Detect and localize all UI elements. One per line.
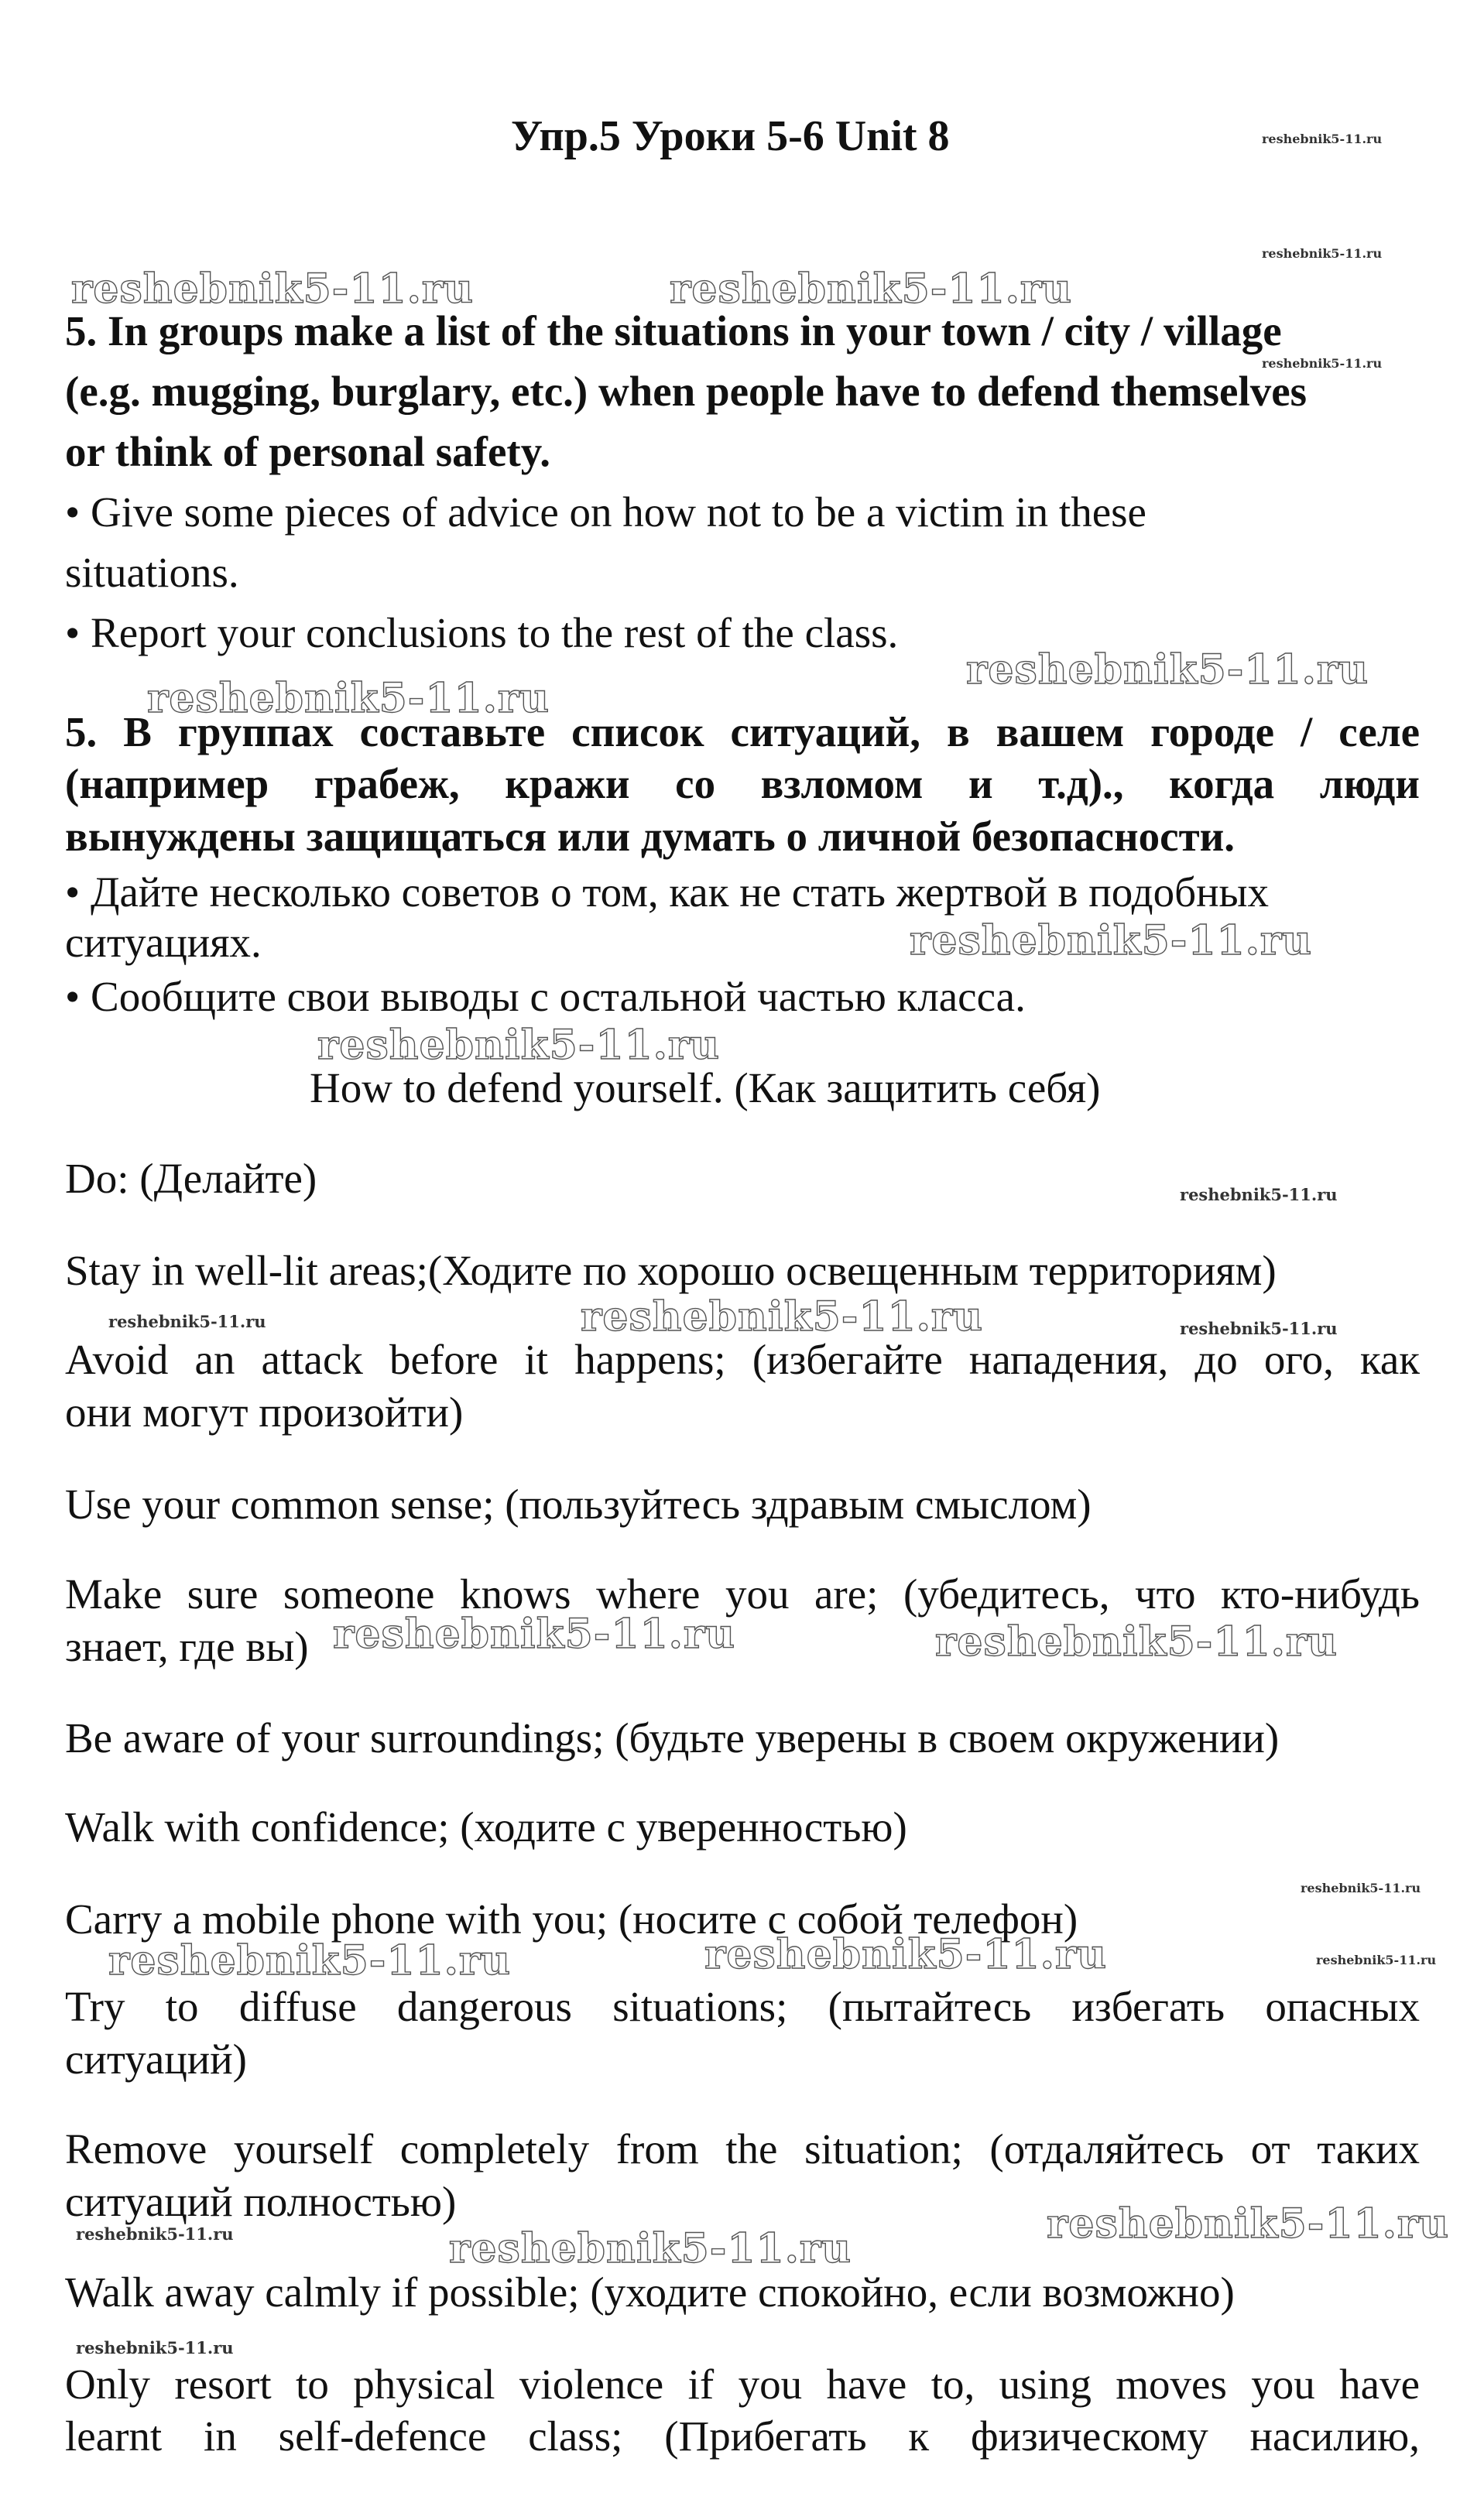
- advice-item-11-line-2: learnt in self-defence class; (Прибегать к физическому насилию,: [65, 2412, 1420, 2460]
- advice-item-6: Walk with confidence; (ходите с уверенностью): [65, 1803, 907, 1851]
- watermark: reshebnik5-11.ru: [1262, 246, 1383, 261]
- watermark: reshebnik5-11.ru: [1262, 132, 1383, 146]
- advice-item-1: Stay in well-lit areas;(Ходите по хорошо освещенным территориям): [65, 1247, 1277, 1294]
- english-task-line-2: (e.g. mugging, burglary, etc.) when people have to defend themselves: [65, 368, 1307, 415]
- watermark: reshebnik5-11.ru: [704, 1931, 1108, 1978]
- answer-heading: How to defend yourself. (Как защитить себя): [310, 1064, 1101, 1111]
- russian-task-line-3: вынуждены защищаться или думать о личной безопасности.: [65, 813, 1236, 860]
- watermark: reshebnik5-11.ru: [449, 2225, 852, 2272]
- watermark: reshebnik5-11.ru: [1180, 1185, 1338, 1204]
- advice-item-4-line-2: знает, где вы): [65, 1623, 309, 1670]
- watermark: reshebnik5-11.ru: [317, 1022, 721, 1069]
- watermark: reshebnik5-11.ru: [670, 265, 1073, 313]
- watermark: reshebnik5-11.ru: [76, 2338, 234, 2357]
- english-bullet-2: • Report your conclusions to the rest of the class.: [65, 609, 899, 656]
- watermark: reshebnik5-11.ru: [71, 265, 475, 313]
- watermark: reshebnik5-11.ru: [1316, 1953, 1437, 1967]
- watermark: reshebnik5-11.ru: [76, 2224, 234, 2244]
- page-title: Упр.5 Уроки 5-6 Unit 8: [511, 112, 950, 160]
- watermark: reshebnik5-11.ru: [935, 1618, 1338, 1666]
- russian-bullet-1-line-1: • Дайте несколько советов о том, как не стать жертвой в подобных: [65, 868, 1269, 916]
- russian-bullet-2: • Сообщите свои выводы с остальной частью класса.: [65, 973, 1026, 1020]
- english-bullet-1-line-1: • Give some pieces of advice on how not to be a victim in these: [65, 488, 1146, 536]
- watermark: reshebnik5-11.ru: [910, 917, 1313, 964]
- watermark: reshebnik5-11.ru: [147, 675, 550, 722]
- watermark: reshebnik5-11.ru: [1262, 356, 1383, 371]
- watermark: reshebnik5-11.ru: [333, 1611, 736, 1658]
- advice-item-8-line-2: ситуаций): [65, 2036, 247, 2083]
- advice-item-9-line-2: ситуаций полностью): [65, 2178, 457, 2225]
- advice-item-3: Use your common sense; (пользуйтесь здравым смыслом): [65, 1481, 1092, 1528]
- russian-task-line-2: (например грабеж, кражи со взломом и т.д)., когда люди: [65, 760, 1420, 807]
- advice-item-11-line-1: Only resort to physical violence if you have to, using moves you have: [65, 2361, 1420, 2408]
- watermark: reshebnik5-11.ru: [966, 646, 1369, 693]
- watermark: reshebnik5-11.ru: [1180, 1319, 1338, 1338]
- russian-task-line-1: 5. В группах составьте список ситуаций, в вашем городе / селе: [65, 708, 1420, 755]
- russian-bullet-1-line-2: ситуациях.: [65, 919, 262, 966]
- watermark: reshebnik5-11.ru: [1047, 2200, 1450, 2248]
- english-task-line-1: 5. In groups make a list of the situations in your town / city / village: [65, 307, 1282, 354]
- watermark: reshebnik5-11.ru: [581, 1293, 984, 1340]
- advice-item-9-line-1: Remove yourself completely from the situation; (отдаляйтесь от таких: [65, 2125, 1420, 2172]
- watermark: reshebnik5-11.ru: [108, 1937, 512, 1984]
- advice-item-2-line-1: Avoid an attack before it happens; (избегайте нападения, до ого, как: [65, 1336, 1420, 1383]
- english-task-line-3: or think of personal safety.: [65, 428, 550, 475]
- advice-item-10: Walk away calmly if possible; (уходите спокойно, если возможно): [65, 2268, 1235, 2316]
- advice-item-4-line-1: Make sure someone knows where you are; (убедитесь, что кто-нибудь: [65, 1570, 1420, 1618]
- advice-item-8-line-1: Try to diffuse dangerous situations; (пытайтесь избегать опасных: [65, 1983, 1420, 2030]
- advice-item-5: Be aware of your surroundings; (будьте уверены в своем окружении): [65, 1714, 1280, 1762]
- do-label: Do: (Делайте): [65, 1155, 317, 1202]
- advice-item-2-line-2: они могут произойти): [65, 1388, 464, 1436]
- watermark: reshebnik5-11.ru: [1301, 1881, 1421, 1895]
- advice-item-7: Carry a mobile phone with you; (носите с собой телефон): [65, 1895, 1078, 1943]
- english-bullet-1-line-2: situations.: [65, 549, 239, 596]
- watermark: reshebnik5-11.ru: [108, 1312, 266, 1331]
